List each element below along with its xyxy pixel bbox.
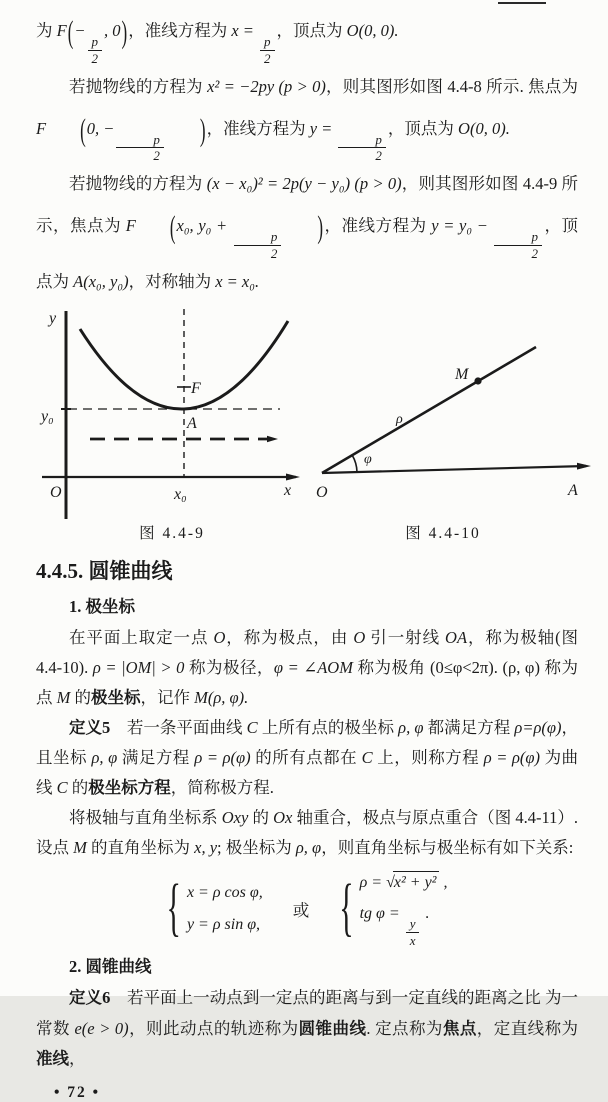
label-rho: ρ — [396, 411, 403, 427]
text-run: 的 — [70, 687, 91, 707]
right-paren: ) — [199, 112, 206, 148]
text-run: 若一条平面曲线 — [110, 717, 247, 737]
text-run: 的 — [248, 807, 274, 827]
fraction-y-over-x — [406, 917, 420, 947]
text-run: 上，则称方程 — [372, 747, 484, 767]
text-run: ，记作 — [140, 687, 195, 707]
text-run: 上所有点的极坐标 — [257, 717, 399, 737]
text-run: 为 — [36, 21, 57, 40]
text-run: ，则其图形如图 4.4-8 所示. 焦点为 — [325, 76, 578, 96]
point-m — [474, 377, 481, 384]
text-run: ，顶点为 — [276, 21, 347, 40]
text-run: ρ, φ — [295, 837, 322, 857]
left-paren: ( — [80, 112, 86, 148]
text-run: C — [56, 777, 68, 797]
text-run: ρ, φ — [91, 747, 118, 767]
text-run: M — [56, 687, 71, 707]
paragraph-parabola-down — [36, 66, 578, 164]
brace: { — [166, 872, 181, 944]
equation-y: y = ρ sin φ, — [186, 915, 261, 933]
text-run: O(0, 0). — [346, 21, 399, 40]
text-run: φ = ∠AOM — [273, 657, 353, 677]
text-run: ，简称极方程. — [170, 777, 274, 797]
directrix-arrow — [267, 435, 278, 441]
denominator: 2 — [153, 148, 160, 164]
polar-axis — [322, 466, 586, 473]
numerator: p — [88, 35, 103, 51]
section-heading: 4.4.5. 圆锥曲线 — [36, 558, 173, 583]
fraction-p-over-2 — [494, 230, 542, 260]
label-phi: φ — [364, 451, 372, 467]
text-run: 都满足方程 — [423, 717, 515, 737]
text-run: C — [246, 717, 258, 737]
text-run: x = x₀. — [215, 271, 260, 291]
fraction-p-over-2 — [338, 133, 386, 163]
numerator: p — [494, 230, 542, 246]
denominator: 2 — [531, 245, 538, 261]
numerator: y — [406, 917, 420, 933]
equation-x: x = ρ cos φ, — [186, 884, 263, 902]
polar-axis-arrow — [577, 462, 591, 469]
angle-arc — [352, 455, 357, 472]
radicand: x² + y² — [393, 871, 440, 894]
subsection-1-title: 1. 极坐标 — [69, 596, 135, 616]
numerator: p — [338, 133, 386, 149]
text-run: 满足方程 — [117, 747, 195, 767]
text-run: x² = −2py (p > 0) — [207, 76, 326, 96]
text-run: 若抛物线的方程为 — [69, 76, 208, 96]
paragraph-polar-coords — [36, 623, 578, 713]
text-run: F — [56, 21, 67, 40]
x-axis-arrow — [286, 473, 300, 480]
text-run: ，且坐标 — [36, 717, 579, 767]
label-m: M — [455, 365, 469, 383]
text-run: ，对称轴为 — [128, 271, 216, 291]
figures-row — [36, 307, 578, 521]
text-run: ρ = ρ(φ) — [483, 747, 540, 767]
text-run: ，则直角坐标与极坐标有如下关系: — [321, 837, 574, 857]
definition-5-label: 定义5 — [69, 717, 111, 737]
text-run: 在平面上取定一点 — [69, 627, 214, 647]
figure-4-4-10-polar — [308, 321, 606, 511]
text-run: Oxy — [221, 807, 249, 827]
text-run: x = — [231, 21, 259, 40]
text-run: ; 极坐标为 — [217, 837, 296, 857]
left-paren: ( — [67, 14, 74, 50]
label-origin: O — [50, 483, 62, 501]
text-run: ρ = ρ(φ) — [194, 747, 251, 767]
denominator: 2 — [91, 50, 99, 66]
fraction-p-over-2 — [260, 35, 275, 65]
text-run: 的 — [67, 777, 89, 797]
text-run: (x − x₀)² = 2p(y − y₀) (p > 0) — [206, 174, 402, 194]
text-run: x, y — [194, 837, 218, 857]
bold-term-directrix: 准线 — [36, 1048, 69, 1068]
text-run: 的直角坐标为 — [86, 837, 195, 857]
text-run: ，顶点为 — [387, 118, 459, 138]
denominator: 2 — [264, 50, 271, 66]
label-focus: F — [191, 379, 201, 397]
right-paren: ) — [317, 209, 323, 246]
paragraph-definition-5 — [36, 713, 578, 803]
text-run: O(0, 0). — [458, 118, 510, 138]
radical-sign: √ — [386, 873, 395, 891]
label-x-axis: x — [284, 481, 292, 499]
label-pole: O — [316, 483, 328, 501]
text-run: M(ρ, φ). — [194, 687, 249, 707]
paragraph-parabola-shifted — [36, 163, 578, 303]
numerator: p — [260, 35, 275, 51]
text-run: 的所有点都在 — [250, 747, 362, 767]
brace: { — [339, 872, 354, 944]
right-paren: ) — [121, 14, 128, 50]
bold-term-polar-coordinates: 极坐标 — [91, 687, 141, 707]
text-run: x₀, y₀ + — [176, 216, 232, 236]
fraction-p-over-2 — [116, 133, 164, 163]
text-run: . 定点称为 — [366, 1018, 443, 1038]
text-run: ， — [69, 1048, 86, 1068]
equation-tg: tg φ = $\frac{y}{x}$ . — [359, 905, 430, 948]
text-run: ，则此动点的轨迹称为 — [128, 1018, 299, 1038]
text-run: ，准线方程为 — [206, 118, 310, 138]
numerator: p — [234, 230, 282, 246]
text-run: 称为极径， — [184, 657, 274, 677]
text-run: ，称为极轴(图 4.4-10). — [36, 627, 579, 677]
text-run: O — [213, 627, 226, 647]
text-run: 若平面上一动点到一定点的距离与到一定直线的距离之比 为一常数 — [36, 988, 579, 1038]
denominator: 2 — [375, 148, 382, 164]
text-run: 0, − — [86, 118, 115, 138]
text-run: 将极轴与直角坐标系 — [69, 807, 222, 827]
text-run: F — [125, 216, 136, 236]
bold-term-focus: 焦点 — [442, 1018, 477, 1038]
label-a: A — [568, 481, 578, 499]
text-run: C — [361, 747, 373, 767]
fraction-p-over-2 — [88, 35, 103, 65]
text-run: ρ, φ — [398, 717, 424, 737]
text-run: ，准线方程为 — [323, 216, 432, 236]
label-vertex: A — [187, 414, 197, 432]
text-run: M — [73, 837, 87, 857]
captions-row — [36, 521, 578, 543]
bold-term-polar-equation: 极坐标方程 — [88, 777, 171, 797]
equation-system-parametric — [166, 872, 263, 944]
text-run: ，则其图形如图 4.4-9 所示，焦点为 — [36, 174, 578, 236]
text-run: 为曲线 — [36, 747, 579, 797]
paragraph-definition-6 — [36, 983, 578, 1073]
text-run: ，定直线称为 — [476, 1018, 579, 1038]
caption-figure-4-4-9: 图 4.4-9 — [139, 524, 205, 542]
text-run: OA — [445, 627, 468, 647]
equation-rho: ρ = √x² + y² , — [360, 871, 448, 894]
text-run: 引一射线 — [365, 627, 446, 647]
scan-artifact — [498, 2, 546, 4]
equation-block — [36, 871, 578, 948]
text-run: ρ = |OM| > 0 — [92, 657, 185, 677]
paragraph-parabola-left — [36, 10, 578, 66]
numerator: p — [116, 133, 164, 149]
caption-figure-4-4-10: 图 4.4-10 — [405, 524, 481, 542]
equation-system-inverse — [339, 871, 447, 948]
paragraph-axis-coincide — [36, 803, 578, 863]
denominator: x — [409, 932, 416, 948]
text-run: , 0 — [104, 21, 121, 40]
text-run: ρ=ρ(φ) — [514, 717, 562, 737]
fraction-p-over-2 — [234, 230, 282, 260]
text-run: F — [36, 118, 47, 138]
or-connector: 或 — [292, 901, 310, 921]
figure-4-4-9-parabola — [36, 307, 308, 521]
text-run: A(x₀, y₀) — [73, 271, 129, 291]
text-run: y = y₀ − — [431, 216, 493, 236]
label-y0: y₀ — [41, 407, 54, 425]
text-run: ，顶点为 — [36, 216, 579, 291]
text-run: 称为极角 (0≤φ<2π). (ρ, φ) 称为点 — [36, 657, 579, 707]
text-run: ，准线方程为 — [128, 21, 232, 40]
text-run: − — [74, 21, 86, 40]
text-run: O — [353, 627, 366, 647]
page-number: • 72 • — [54, 1083, 101, 1101]
bold-term-conic: 圆锥曲线 — [298, 1018, 367, 1038]
text-run: y = — [309, 118, 337, 138]
text-run: 若抛物线的方程为 — [69, 174, 207, 194]
ray-om — [322, 347, 536, 473]
label-y-axis: y — [49, 309, 57, 327]
text-run: Ox — [273, 807, 293, 827]
text-run: 轴重合，极点与原点重合（图 4.4-11）. 设点 — [36, 807, 579, 857]
subsection-2-title: 2. 圆锥曲线 — [69, 957, 152, 977]
left-paren: ( — [169, 209, 176, 246]
label-x0: x₀ — [174, 485, 187, 503]
definition-6-label: 定义6 — [69, 988, 111, 1008]
text-run: ，称为极点，由 — [225, 627, 354, 647]
denominator: 2 — [270, 245, 278, 261]
text-run: e(e > 0) — [74, 1018, 129, 1038]
